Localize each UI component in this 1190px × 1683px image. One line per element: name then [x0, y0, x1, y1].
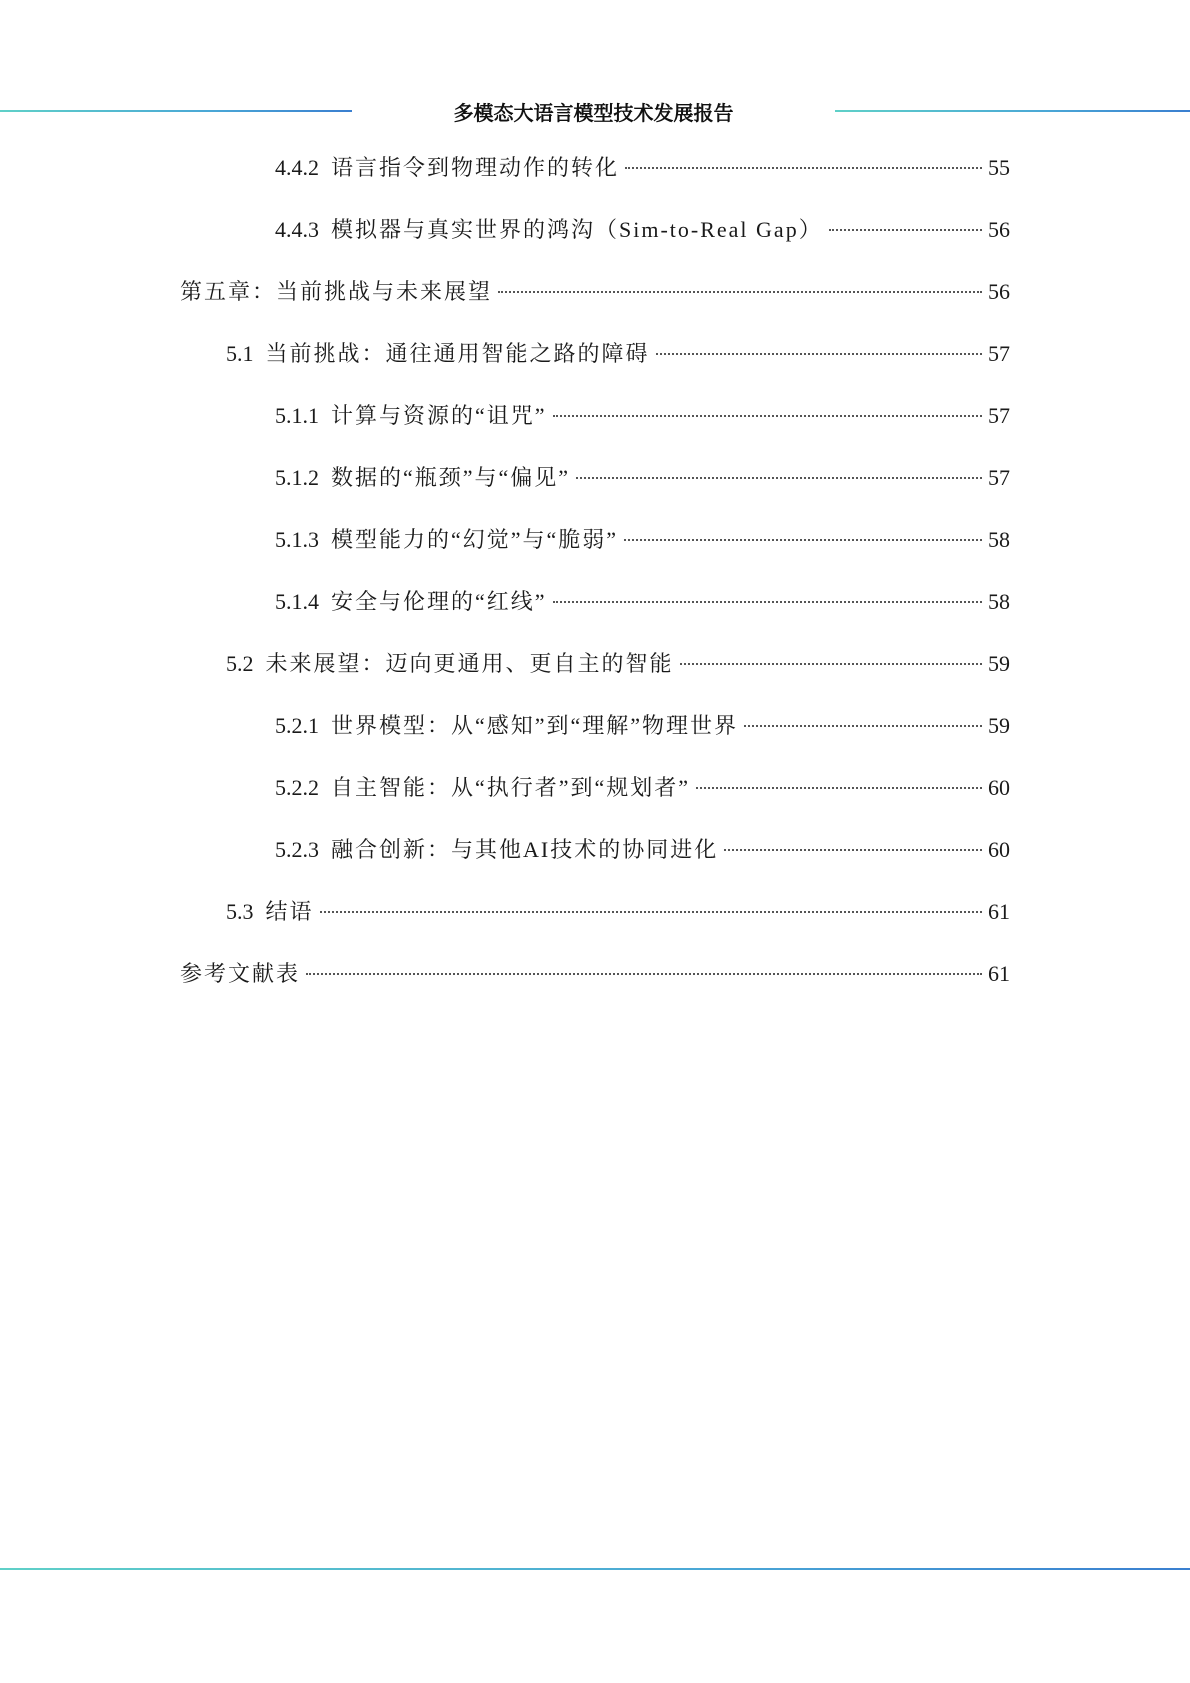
toc-entry-5-1-4[interactable] — [275, 584, 1010, 620]
toc-entry-4-4-2[interactable] — [275, 150, 1010, 186]
toc-entry-number: 4.4.2 — [275, 155, 319, 180]
toc-page-number: 60 — [988, 775, 1010, 800]
toc-entry-title: 当前挑战：通往通用智能之路的障碍 — [265, 341, 650, 366]
toc-entry-title: 数据的“瓶颈”与“偏见” — [331, 465, 571, 490]
toc-page-number: 58 — [988, 527, 1010, 552]
header-rule-left — [0, 110, 352, 112]
toc-entry-title: 模型能力的“幻觉”与“脆弱” — [331, 527, 619, 552]
toc-entry-title: 语言指令到物理动作的转化 — [331, 155, 620, 180]
dot-leader — [320, 911, 982, 913]
toc-page-number: 57 — [988, 465, 1010, 490]
dot-leader — [498, 291, 982, 293]
toc-entry-title: 自主智能：从“执行者”到“规划者” — [331, 775, 691, 800]
toc-entry-references[interactable] — [180, 956, 1010, 992]
toc-entry-title: 融合创新：与其他AI技术的协同进化 — [331, 837, 719, 862]
toc-entry-chapter-5[interactable] — [180, 274, 1010, 310]
toc-entry-title: 未来展望：迈向更通用、更自主的智能 — [265, 651, 674, 676]
toc-entry-number: 5.1 — [226, 341, 254, 366]
header-rule-right — [835, 110, 1190, 112]
toc-entry-title: 结语 — [265, 899, 314, 924]
dot-leader — [724, 849, 982, 851]
dot-leader — [696, 787, 982, 789]
toc-entry-number: 5.2 — [226, 651, 254, 676]
toc-page-number: 61 — [988, 899, 1010, 924]
dot-leader — [306, 973, 982, 975]
toc-entry-5-2-1[interactable] — [275, 708, 1010, 744]
toc-entry-5-1[interactable] — [226, 336, 1010, 372]
toc-page-number: 57 — [988, 341, 1010, 366]
toc-entry-number: 5.3 — [226, 899, 254, 924]
toc-entry-5-2-2[interactable] — [275, 770, 1010, 806]
toc-entry-title: 模拟器与真实世界的鸿沟（Sim-to-Real Gap） — [331, 217, 823, 242]
dot-leader — [553, 601, 982, 603]
dot-leader — [829, 229, 982, 231]
toc-entry-number: 5.1.3 — [275, 527, 319, 552]
toc-page-number: 57 — [988, 403, 1010, 428]
toc-entry-number: 5.1.4 — [275, 589, 319, 614]
toc-entry-title: 世界模型：从“感知”到“理解”物理世界 — [331, 713, 739, 738]
dot-leader — [744, 725, 982, 727]
toc-page-number: 56 — [988, 217, 1010, 242]
toc-entry-4-4-3[interactable] — [275, 212, 1010, 248]
toc-entry-5-2-3[interactable] — [275, 832, 1010, 868]
toc-page-number: 61 — [988, 961, 1010, 986]
toc-entry-title: 参考文献表 — [180, 961, 301, 986]
toc-page-number: 59 — [988, 651, 1010, 676]
toc-page-number: 55 — [988, 155, 1010, 180]
toc-entry-5-1-1[interactable] — [275, 398, 1010, 434]
dot-leader — [553, 415, 982, 417]
toc-page-number: 56 — [988, 279, 1010, 304]
toc-page-number: 60 — [988, 837, 1010, 862]
dot-leader — [680, 663, 982, 665]
toc-entry-number: 5.1.2 — [275, 465, 319, 490]
toc-page-number: 59 — [988, 713, 1010, 738]
dot-leader — [576, 477, 982, 479]
toc-entry-5-1-3[interactable] — [275, 522, 1010, 558]
toc-page-number: 58 — [988, 589, 1010, 614]
toc-entry-5-1-2[interactable] — [275, 460, 1010, 496]
toc-entry-title: 安全与伦理的“红线” — [331, 589, 547, 614]
toc-entry-number: 5.1.1 — [275, 403, 319, 428]
footer-rule — [0, 1568, 1190, 1570]
toc-entry-number: 4.4.3 — [275, 217, 319, 242]
dot-leader — [624, 539, 982, 541]
toc-entry-title: 计算与资源的“诅咒” — [331, 403, 547, 428]
toc-entry-5-3[interactable] — [226, 894, 1010, 930]
dot-leader — [625, 167, 982, 169]
toc-entry-title: 第五章：当前挑战与未来展望 — [180, 279, 493, 304]
page-header — [0, 98, 1190, 134]
toc-entry-5-2[interactable] — [226, 646, 1010, 682]
dot-leader — [656, 353, 982, 355]
toc-entry-number: 5.2.2 — [275, 775, 319, 800]
toc-entry-number: 5.2.3 — [275, 837, 319, 862]
toc-entry-number: 5.2.1 — [275, 713, 319, 738]
document-title: 多模态大语言模型技术发展报告 — [453, 101, 734, 125]
